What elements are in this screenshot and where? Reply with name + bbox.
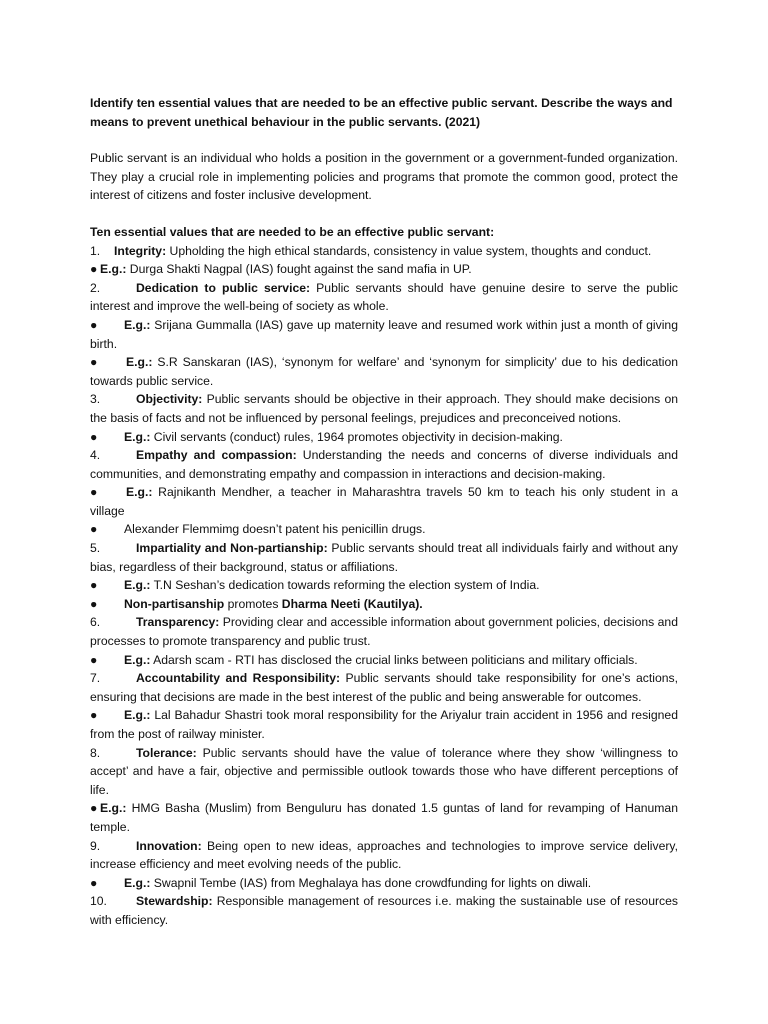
list-item (90, 539, 678, 576)
list-item (90, 428, 678, 447)
list-item (90, 520, 678, 539)
bullet-icon: ● (90, 522, 98, 537)
list-item (90, 799, 678, 836)
bullet-icon: ● (90, 596, 98, 611)
list-item-label: Integrity: (114, 243, 167, 258)
list-item (90, 483, 678, 520)
list-item-label: Innovation: (136, 838, 202, 853)
list-item-label: Objectivity: (136, 392, 203, 407)
list-item (90, 353, 678, 390)
list-item-label: E.g.: (124, 652, 151, 667)
list-item-label: Accountability and Responsibility: (136, 671, 341, 686)
values-list (90, 242, 678, 930)
bullet-icon: ● (90, 429, 98, 444)
bullet-icon: ● (90, 708, 98, 723)
list-item-text: Lal Bahadur Shastri took moral responsibility for the Ariyalur train accident in 1956 and resigned from the post of railway minister. (90, 708, 678, 741)
list-marker: 9. (90, 838, 101, 853)
list-marker: 5. (90, 541, 101, 556)
list-item (90, 669, 678, 706)
list-marker: 7. (90, 671, 101, 686)
list-item-label: E.g.: (100, 262, 127, 277)
bullet-icon: ● (90, 355, 98, 370)
list-item (90, 874, 678, 893)
intro-paragraph: Public servant is an individual who holds a position in the government or a government-funded organization. They play a crucial role in implementing policies and programs that promote the common good, protect the interest of citizens and foster inclusive development. (90, 151, 678, 203)
list-item-label: E.g.: (124, 708, 151, 723)
list-item-text: HMG Basha (Muslim) from Benguluru has donated 1.5 guntas of land for revamping of Hanuman temple. (90, 801, 678, 834)
list-item-label-secondary: Dharma Neeti (Kautilya). (281, 596, 423, 611)
list-item-label: E.g.: (126, 355, 153, 370)
list-item-text: Public servants should take responsibility for one’s actions, ensuring that decisions are made in the best interest of the public and being answerable for outcomes. (90, 671, 678, 704)
list-item-text: Alexander Flemmimg doesn’t patent his penicillin drugs. (124, 522, 426, 537)
list-item (90, 892, 678, 929)
list-item (90, 837, 678, 874)
list-item (90, 279, 678, 316)
list-item-label: E.g.: (124, 578, 151, 593)
question-heading: Identify ten essential values that are needed to be an effective public servant. Describe the ways and means to prevent unethical behaviour in the public servants. (2021) (90, 96, 673, 129)
list-item-text: Durga Shakti Nagpal (IAS) fought against the sand mafia in UP. (126, 262, 472, 277)
list-item-text: Public servants should treat all individuals fairly and without any bias, regardless of their background, status or affiliations. (90, 541, 678, 574)
list-marker: 1. (90, 243, 101, 258)
list-item-label: Empathy and compassion: (136, 448, 297, 463)
list-item (90, 744, 678, 800)
list-item (90, 242, 678, 261)
list-item-text: Adarsh scam - RTI has disclosed the crucial links between politicians and military officials. (150, 652, 638, 667)
list-item-text: T.N Seshan’s dedication towards reforming the election system of India. (150, 578, 540, 593)
list-item-label: Stewardship: (136, 894, 213, 909)
list-item-text: Understanding the needs and concerns of diverse individuals and communities, and demonstrating empathy and compassion in interactions and decision-making. (90, 448, 678, 481)
list-item-text: Being open to new ideas, approaches and technologies to improve service delivery, increase efficiency and meet evolving needs of the public. (90, 838, 678, 872)
list-marker: 2. (90, 280, 101, 295)
bullet-icon: ● (90, 317, 98, 332)
list-item-text: Swapnil Tembe (IAS) from Meghalaya has done crowdfunding for lights on diwali. (150, 875, 592, 890)
list-item-text: Upholding the high ethical standards, consistency in value system, thoughts and conduct. (166, 243, 652, 258)
list-item-text: Civil servants (conduct) rules, 1964 promotes objectivity in decision-making. (150, 429, 563, 444)
list-item-text: Public servants should be objective in their approach. They should make decisions on the basis of facts and not be influenced by personal feelings, prejudices and preconceived notions. (90, 392, 678, 425)
list-item-text: Srijana Gummalla (IAS) gave up maternity leave and resumed work within just a month of giving birth. (90, 317, 678, 351)
list-item-text: Rajnikanth Mendher, a teacher in Maharashtra travels 50 km to teach his only student in a village (90, 485, 678, 518)
list-marker: 10. (90, 894, 107, 909)
list-item-label: Non-partisanship (124, 596, 225, 611)
list-item-text: Public servants should have the value of tolerance where they show ‘willingness to accept’ and have a fair, objective and permissible outlook towards those who have different perceptions of life. (90, 745, 678, 797)
list-item-text: Public servants should have genuine desire to serve the public interest and improve the well-being of society as whole. (90, 280, 678, 314)
list-item (90, 706, 678, 743)
list-marker: 4. (90, 448, 101, 463)
bullet-icon: ● (90, 801, 98, 816)
list-item (90, 576, 678, 595)
list-item-label: Transparency: (136, 615, 220, 630)
list-item-label: Tolerance: (136, 745, 197, 760)
list-item (90, 613, 678, 650)
list-item (90, 316, 678, 353)
list-item (90, 390, 678, 427)
list-marker: 8. (90, 745, 101, 760)
list-item-label: E.g.: (124, 875, 151, 890)
list-item-label: Impartiality and Non-partianship: (136, 541, 328, 556)
list-marker: 6. (90, 615, 101, 630)
bullet-icon: ● (90, 652, 98, 667)
list-marker: 3. (90, 392, 101, 407)
list-item-text: S.R Sanskaran (IAS), ‘synonym for welfare’ and ‘synonym for simplicity’ due to his dedication towards public service. (90, 355, 678, 388)
list-item (90, 651, 678, 670)
bullet-icon: ● (90, 485, 98, 500)
bullet-icon: ● (90, 262, 98, 277)
list-item-label: E.g.: (124, 317, 151, 332)
list-item-text: Providing clear and accessible information about government policies, decisions and processes to promote transparency and public trust. (90, 615, 678, 649)
list-item-label: Dedication to public service: (136, 280, 311, 295)
list-item-label: E.g.: (100, 801, 127, 816)
list-item (90, 260, 678, 279)
list-item (90, 446, 678, 483)
bullet-icon: ● (90, 578, 98, 593)
list-item-text: Responsible management of resources i.e. making the sustainable use of resources with efficiency. (90, 894, 678, 927)
bullet-icon: ● (90, 875, 98, 890)
values-subheading: Ten essential values that are needed to be an effective public servant: (90, 224, 495, 239)
list-item (90, 595, 678, 614)
list-item-text: promotes (224, 596, 282, 611)
list-item-label: E.g.: (124, 429, 151, 444)
list-item-label: E.g.: (126, 485, 153, 500)
